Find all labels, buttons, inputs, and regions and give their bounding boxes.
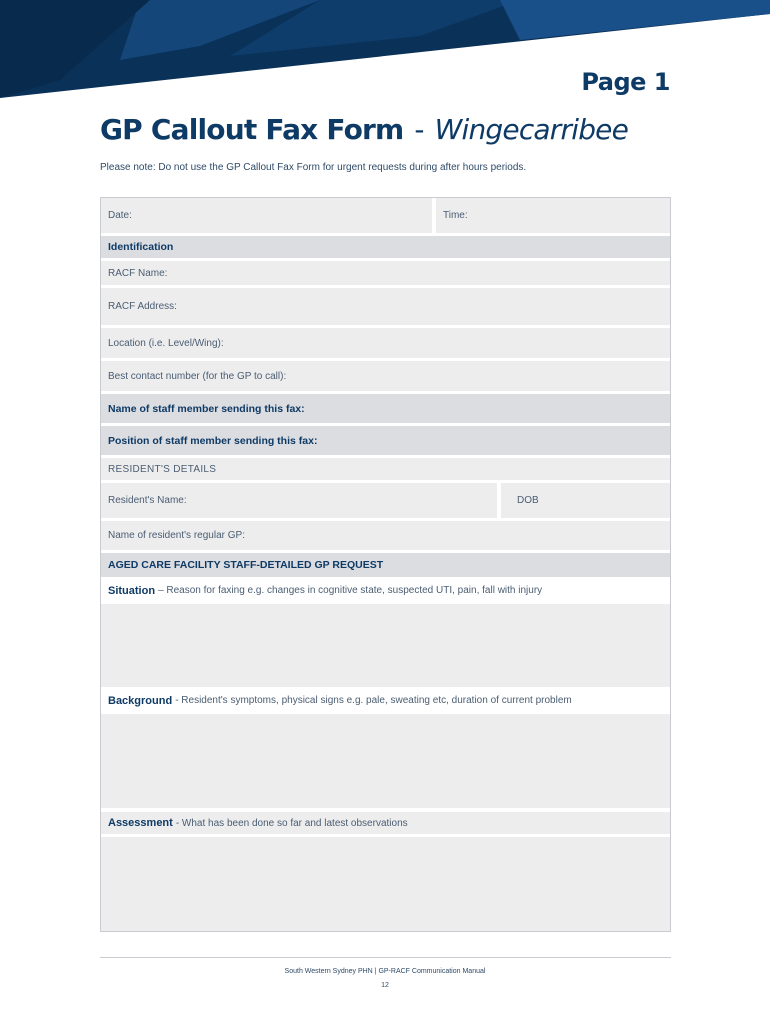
assessment-textarea[interactable] <box>101 837 670 931</box>
resident-heading-row <box>101 458 670 480</box>
title-main: GP Callout Fax Form <box>100 113 404 146</box>
assessment-label-row <box>101 812 670 834</box>
staff-position-row <box>101 426 670 455</box>
resident-name-label: Resident's Name: <box>108 495 187 506</box>
assessment-label <box>101 812 670 834</box>
date-field[interactable] <box>101 198 432 233</box>
time-field[interactable] <box>436 198 670 233</box>
dob-label: DOB <box>517 495 539 506</box>
staff-position-field[interactable] <box>101 426 670 455</box>
request-heading-text: AGED CARE FACILITY STAFF-DETAILED GP REQUEST <box>108 559 384 571</box>
background-label-row <box>101 690 670 711</box>
request-heading-row <box>101 553 670 577</box>
footer-text: South Western Sydney PHN | GP-RACF Communication Manual <box>284 968 486 975</box>
assessment-hint: - What has been done so far and latest observations <box>175 817 408 829</box>
regular-gp-field[interactable] <box>101 521 670 550</box>
title-separator: - <box>414 113 424 146</box>
situation-label-row <box>101 580 670 601</box>
situation-hint: – Reason for faxing e.g. changes in cognitive state, suspected UTI, pain, fall with injury <box>158 585 543 596</box>
footer-divider <box>100 957 671 958</box>
urgent-note: Please note: Do not use the GP Callout Fax Form for urgent requests during after hours periods. <box>100 162 527 173</box>
racf-address-label: RACF Address: <box>108 301 177 312</box>
background-title: Background <box>108 694 173 707</box>
contact-row <box>101 361 670 391</box>
regular-gp-label: Name of resident's regular GP: <box>108 530 245 541</box>
fax-form <box>100 197 671 932</box>
staff-name-field[interactable] <box>101 394 670 423</box>
background-label <box>101 690 670 711</box>
resident-name-row <box>101 483 670 518</box>
contact-label: Best contact number (for the GP to call): <box>108 370 287 382</box>
title-location: Wingecarribee <box>434 113 629 146</box>
racf-address-row <box>101 288 670 325</box>
time-label: Time: <box>443 210 468 221</box>
identification-heading <box>101 236 670 258</box>
racf-name-row <box>101 261 670 285</box>
footer-page-number: 12 <box>381 982 389 989</box>
dob-field[interactable] <box>501 483 670 518</box>
identification-heading-text: Identification <box>108 241 174 253</box>
racf-name-field[interactable] <box>101 261 670 285</box>
staff-name-row <box>101 394 670 423</box>
location-row <box>101 328 670 358</box>
staff-position-label: Position of staff member sending this fax: <box>108 434 318 447</box>
situation-textarea[interactable] <box>101 604 670 687</box>
location-field[interactable] <box>101 328 670 358</box>
staff-name-label: Name of staff member sending this fax: <box>108 402 305 415</box>
background-textarea[interactable] <box>101 714 670 808</box>
assessment-title: Assessment <box>108 817 173 829</box>
contact-number-field[interactable] <box>101 361 670 391</box>
page-title <box>100 113 628 146</box>
page-label: Page 1 <box>581 68 670 96</box>
racf-address-field[interactable] <box>101 288 670 325</box>
situation-label <box>101 580 670 601</box>
resident-heading-text: RESIDENT'S DETAILS <box>108 463 217 475</box>
background-hint: - Resident's symptoms, physical signs e.g. pale, sweating etc, duration of current problem <box>175 695 572 706</box>
resident-heading <box>101 458 670 480</box>
situation-title: Situation <box>108 584 156 597</box>
resident-name-field[interactable] <box>101 483 497 518</box>
date-label: Date: <box>108 210 132 221</box>
date-time-row <box>101 198 670 233</box>
identification-row <box>101 236 670 258</box>
location-label: Location (i.e. Level/Wing): <box>108 337 224 349</box>
request-heading <box>101 553 670 577</box>
racf-name-label: RACF Name: <box>108 267 168 279</box>
regular-gp-row <box>101 521 670 550</box>
